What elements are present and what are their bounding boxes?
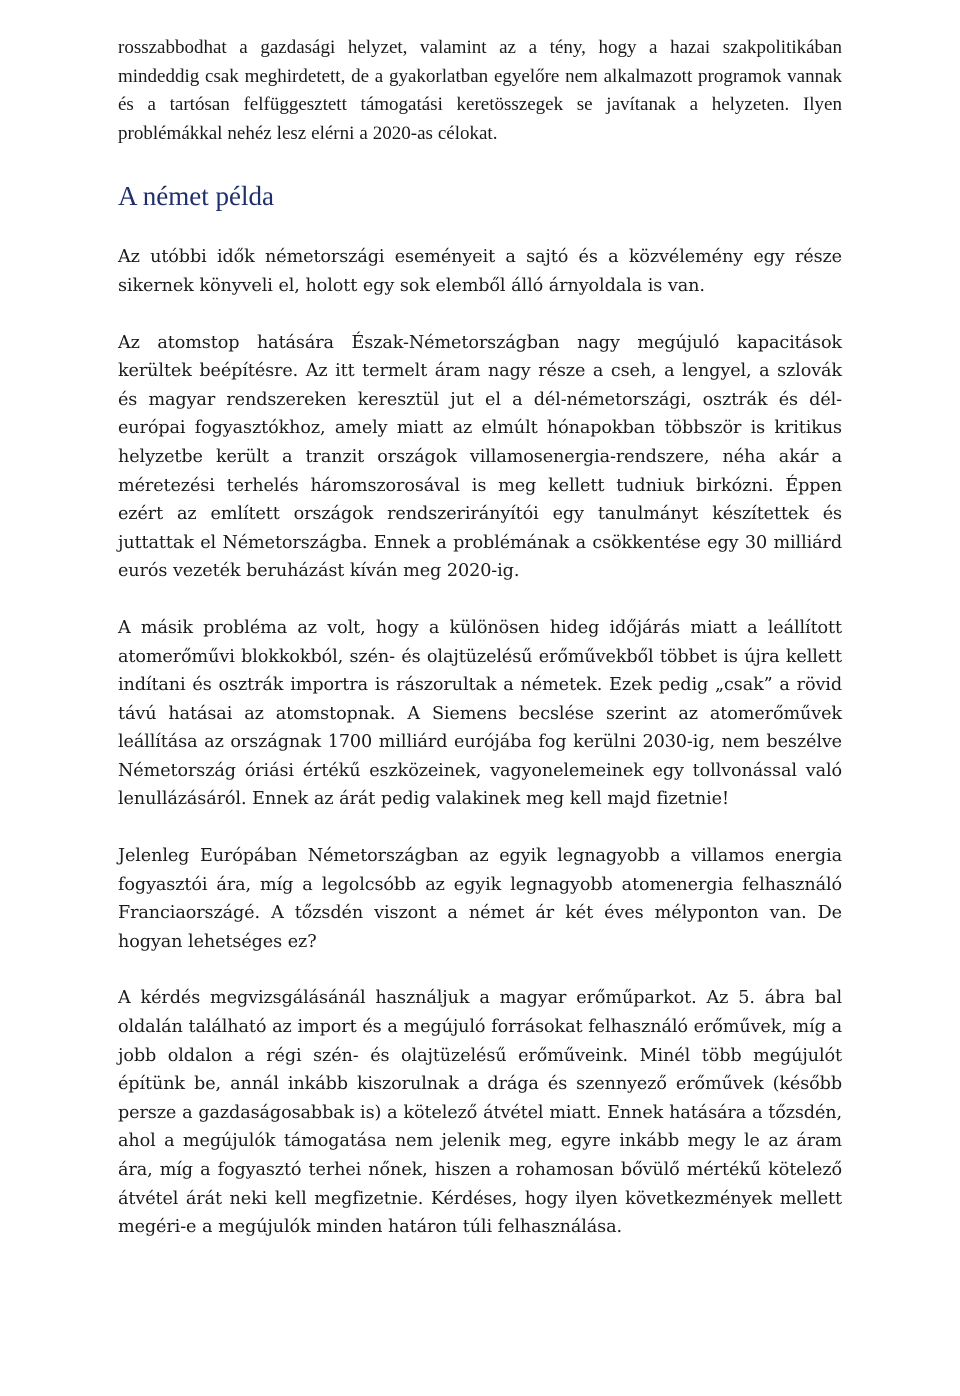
document-page — [118, 34, 842, 1242]
paragraph: A másik probléma az volt, hogy a különösen hideg időjárás miatt a leállított atomerőművi blokkokból, szén- és olajtüzelésű erőművekből többet is újra kellett indítani és osztrák importra is rászorultak a németek. Ezek pedig „csak” a rövid távú hatásai az atomstopnak. A Siemens becslése szerint az atomerőművek leállítása az országnak 1700 milliárd eurójába fog kerülni 2030-ig, nem beszélve Németország óriási értékű eszközeinek, vagyonelemeinek egy tollvonással való lenullázásáról. Ennek az árát pedig valakinek meg kell majd fizetnie! — [118, 617, 842, 810]
paragraph: Jelenleg Európában Németországban az egyik legnagyobb a villamos energia fogyasztói ára, míg a legolcsóbb az egyik legnagyobb atomenergia felhasználó Franciaországé. A tőzsdén viszont a német ár két éves mélyponton van. De hogyan lehetséges ez? — [118, 846, 842, 952]
paragraph: A kérdés megvizsgálásánál használjuk a magyar erőműparkot. Az 5. ábra bal oldalán található az import és a megújuló forrásokat felhasználó erőművek, míg a jobb oldalon a régi szén- és olajtüzelésű erőműveink. Minél több megújulót építünk be, annál inkább kiszorulnak a drága és szennyező erőművek (később persze a gazdaságosabbak is) a kötelező átvétel miatt. Ennek hatására a tőzsdén, ahol a megújulók támogatása nem jelenik meg, egyre inkább megy le az áram ára, míg a fogyasztó terhei nőnek, hiszen a rohamosan bővülő mértékű kötelező átvétel árát neki kell megfizetnie. Kérdéses, hogy ilyen következmények mellett megéri-e a megújulók minden határon túli felhasználása. — [118, 988, 842, 1238]
section-heading: A német példa — [118, 181, 274, 212]
paragraph: Az utóbbi idők németországi eseményeit a sajtó és a közvélemény egy része sikernek könyveli el, holott egy sok elemből álló árnyoldala is van. — [118, 247, 842, 296]
intro-paragraph: rosszabbodhat a gazdasági helyzet, valamint az a tény, hogy a hazai szakpolitikában mindeddig csak meghirdetett, de a gyakorlatban egyelőre nem alkalmazott programok vannak és a tartósan felfüggesztett támogatási keretösszegek se javítanak a helyzeten. Ilyen problémákkal nehéz lesz elérni a 2020-as célokat. — [118, 37, 842, 144]
paragraph: Az atomstop hatására Észak-Németországban nagy megújuló kapacitások kerültek beépítésre. Az itt termelt áram nagy része a cseh, a lengyel, a szlovák és magyar rendszereken keresztül jut el a dél-németországi, osztrák és dél-európai fogyasztókhoz, amely miatt az elmúlt hónapokban többször is kritikus helyzetbe került a tranzit országok villamosenergia-rendszere, néha akár a méretezési terhelés háromszorosával is meg kellett tudniuk birkózni. Éppen ezért az említett országok rendszerirányítói egy tanulmányt készítettek és juttattak el Németországba. Ennek a problémának a csökkentése egy 30 milliárd eurós vezeték beruházást kíván meg 2020-ig. — [118, 332, 842, 582]
